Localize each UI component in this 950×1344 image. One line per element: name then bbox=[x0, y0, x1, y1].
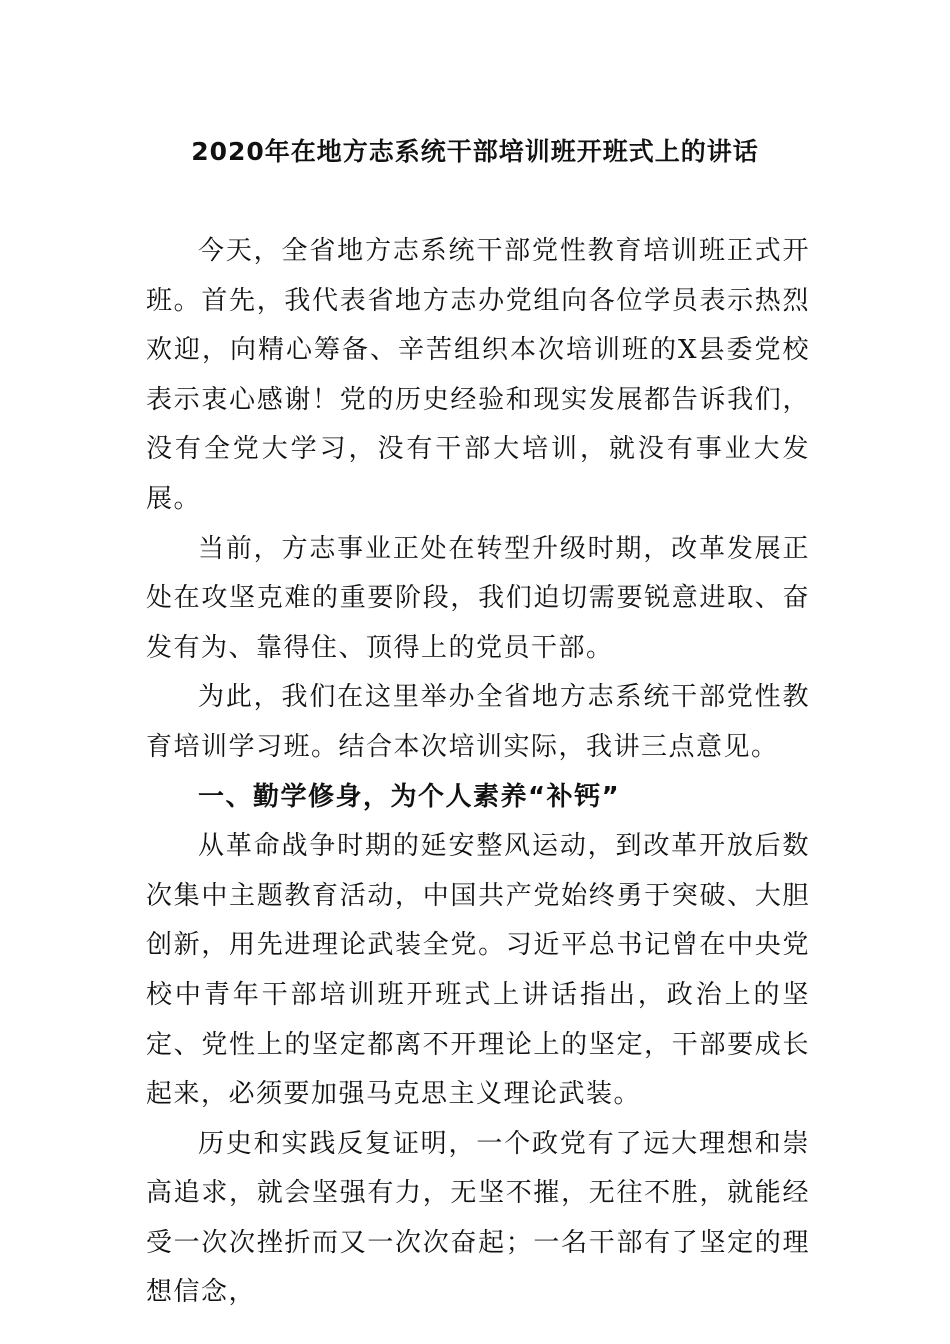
paragraph-purpose: 为此，我们在这里举办全省地方志系统干部党性教育培训学习班。结合本次培训实际，我讲三点意见。 bbox=[146, 682, 810, 762]
paragraph-opening: 今天，全省地方志系统干部党性教育培训班正式开班。首先，我代表省地方志办党组向各位学员表示热烈欢迎，向精心筹备、辛苦组织本次培训班的X县委党校表示衷心感谢！党的历史经验和现实发展都告诉我们，没有全党大学习，没有干部大培训，就没有事业大发展。 bbox=[146, 236, 810, 514]
paragraph-history: 历史和实践反复证明，一个政党有了远大理想和崇高追求，就会坚强有力，无坚不摧，无往不胜，就能经受一次次挫折而又一次次奋起；一名干部有了坚定的理想信念， bbox=[146, 1128, 810, 1308]
paragraph-current-situation: 当前，方志事业正处在转型升级时期，改革发展正处在攻坚克难的重要阶段，我们迫切需要锐意进取、奋发有为、靠得住、顶得上的党员干部。 bbox=[146, 533, 810, 663]
document-title: 2020年在地方志系统干部培训班开班式上的讲话 bbox=[191, 137, 759, 166]
document-body bbox=[146, 227, 810, 1318]
section-heading-one: 一、勤学修身，为个人素养“补钙” bbox=[198, 781, 621, 812]
paragraph-theory: 从革命战争时期的延安整风运动，到改革开放后数次集中主题教育活动，中国共产党始终勇于突破、大胆创新，用先进理论武装全党。习近平总书记曾在中央党校中青年干部培训班开班式上讲话指出，政治上的坚定、党性上的坚定都离不开理论上的坚定，干部要成长起来，必须要加强马克思主义理论武装。 bbox=[146, 831, 810, 1110]
